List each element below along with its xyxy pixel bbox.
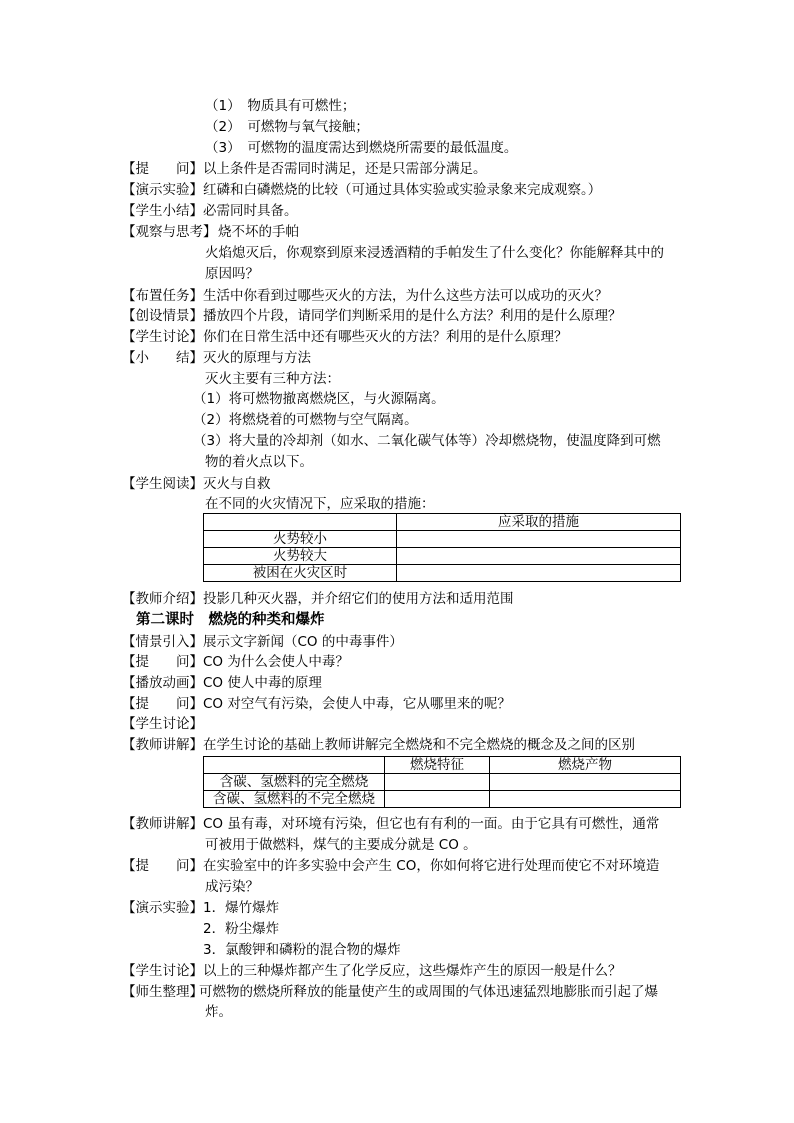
section-text: 在实验室中的许多实验中会产生 CO，你如何将它进行处理而使它不对环境造: [203, 858, 660, 874]
table-cell: [385, 791, 490, 808]
fire-measures-table: [203, 513, 681, 582]
table-cell: 被困在火灾区时: [204, 565, 397, 582]
section-tag: 【提 问】: [122, 696, 203, 712]
section-tag: 【布置任务】: [122, 288, 203, 304]
section-text: CO 使人中毒的原理: [203, 675, 322, 691]
section-text: CO 虽有毒，对环境有污染，但它也有有利的一面。由于它具有可燃性，通常: [203, 816, 660, 832]
table-header-cell: 燃烧产物: [490, 757, 681, 774]
section-tag: 【提 问】: [122, 654, 203, 670]
section-text: 烧不坏的手帕: [218, 224, 299, 240]
table-row: [204, 757, 681, 774]
section-tag: 【提 问】: [122, 858, 203, 874]
section-text: 生活中你看到过哪些灭火的方法，为什么这些方法可以成功的灭火？: [203, 288, 608, 304]
demo-item-2: 2．粉尘爆炸: [203, 921, 280, 937]
table-cell: [385, 774, 490, 791]
table-cell: 含碳、氢燃料的完全燃烧: [204, 774, 385, 791]
section-tag: 【学生讨论】: [122, 963, 203, 979]
table-row: [204, 791, 681, 808]
section-tag: 【小 结】: [122, 350, 203, 366]
table-row: [204, 565, 681, 582]
table-row: [204, 774, 681, 791]
table-cell: [397, 565, 681, 582]
paragraph-line: 在不同的火灾情况下，应采取的措施：: [205, 496, 435, 512]
section-tag: 【教师讲解】: [122, 816, 203, 832]
table-header-cell: 燃烧特征: [385, 757, 490, 774]
section-text: 以上条件是否需同时满足，还是只需部分满足。: [203, 161, 487, 177]
section-text: 可燃物的燃烧所释放的能量使产生的或周围的气体迅速猛烈地膨胀而引起了爆: [199, 984, 658, 1000]
paragraph-line: 火焰熄灭后，你观察到原来浸透酒精的手帕发生了什么变化？你能解释其中的: [205, 245, 664, 261]
section-tag: 【师生整理】: [122, 984, 203, 1000]
paragraph-line: 原因吗？: [205, 266, 259, 282]
section-text: CO 对空气有污染，会使人中毒，它从哪里来的呢？: [203, 696, 511, 712]
section-tag: 【学生讨论】: [122, 716, 203, 732]
section-tag: 【创设情景】: [122, 308, 203, 324]
table-cell: 含碳、氢燃料的不完全燃烧: [204, 791, 385, 808]
condition-item-1: （1） 物质具有可燃性；: [205, 98, 356, 114]
method-item-2: （2）将燃烧着的可燃物与空气隔离。: [193, 412, 418, 428]
table-header-cell: [204, 514, 397, 531]
table-cell: 火势较小: [204, 531, 397, 548]
paragraph-line: 灭火主要有三种方法：: [205, 371, 340, 387]
section-tag: 【演示实验】: [122, 182, 203, 198]
section-text: 在学生讨论的基础上教师讲解完全燃烧和不完全燃烧的概念及之间的区别: [203, 737, 635, 753]
section-tag: 【教师讲解】: [122, 737, 203, 753]
paragraph-line: 成污染？: [205, 879, 259, 895]
method-item-1: （1）将可燃物撤离燃烧区，与火源隔离。: [193, 391, 445, 407]
section-text: 红磷和白磷燃烧的比较（可通过具体实验或实验录象来完成观察。）: [203, 182, 602, 198]
section-text: 你们在日常生活中还有哪些灭火的方法？利用的是什么原理？: [203, 329, 568, 345]
table-row: [204, 531, 681, 548]
section-text: 展示文字新闻（CO 的中毒事件）: [203, 634, 403, 650]
condition-item-2: （2） 可燃物与氧气接触；: [205, 119, 369, 135]
paragraph-line: 可被用于做燃料，煤气的主要成分就是 CO 。: [205, 837, 477, 853]
paragraph-line: 炸。: [205, 1004, 232, 1020]
section-text: 必需同时具备。: [203, 203, 298, 219]
section-tag: 【演示实验】: [122, 900, 203, 916]
demo-item-1: 1．爆竹爆炸: [203, 900, 280, 916]
table-row: [204, 514, 681, 531]
table-row: [204, 548, 681, 565]
table-cell: [490, 774, 681, 791]
method-item-3-cont: 物的着火点以下。: [205, 454, 313, 470]
table-cell: [397, 548, 681, 565]
section-text: 以上的三种爆炸都产生了化学反应，这些爆炸产生的原因一般是什么？: [203, 963, 622, 979]
section-text: 灭火与自救: [203, 476, 271, 492]
method-item-3: （3）将大量的冷却剂（如水、二氧化碳气体等）冷却燃烧物，使温度降到可燃: [193, 433, 661, 449]
section-tag: 【教师介绍】: [122, 591, 203, 607]
condition-item-3: （3） 可燃物的温度需达到燃烧所需要的最低温度。: [205, 140, 518, 156]
section-tag: 【提 问】: [122, 161, 203, 177]
table-header-cell: 应采取的措施: [397, 514, 681, 531]
table-cell: 火势较大: [204, 548, 397, 565]
demo-item-3: 3．氯酸钾和磷粉的混合物的爆炸: [203, 942, 401, 958]
table-cell: [490, 791, 681, 808]
section-tag: 【播放动画】: [122, 675, 203, 691]
section-tag: 【学生小结】: [122, 203, 203, 219]
table-header-cell: [204, 757, 385, 774]
lesson-title: 第二课时 燃烧的种类和爆炸: [136, 612, 325, 628]
section-tag: 【学生阅读】: [122, 476, 203, 492]
section-text: 播放四个片段，请同学们判断采用的是什么方法？利用的是什么原理？: [203, 308, 622, 324]
section-text: 投影几种灭火器，并介绍它们的使用方法和适用范围: [203, 591, 514, 607]
section-tag: 【情景引入】: [122, 634, 203, 650]
table-cell: [397, 531, 681, 548]
section-text: CO 为什么会使人中毒？: [203, 654, 349, 670]
section-tag: 【观察与思考】: [122, 224, 217, 240]
section-text: 灭火的原理与方法: [203, 350, 311, 366]
section-tag: 【学生讨论】: [122, 329, 203, 345]
combustion-table: [203, 756, 681, 808]
